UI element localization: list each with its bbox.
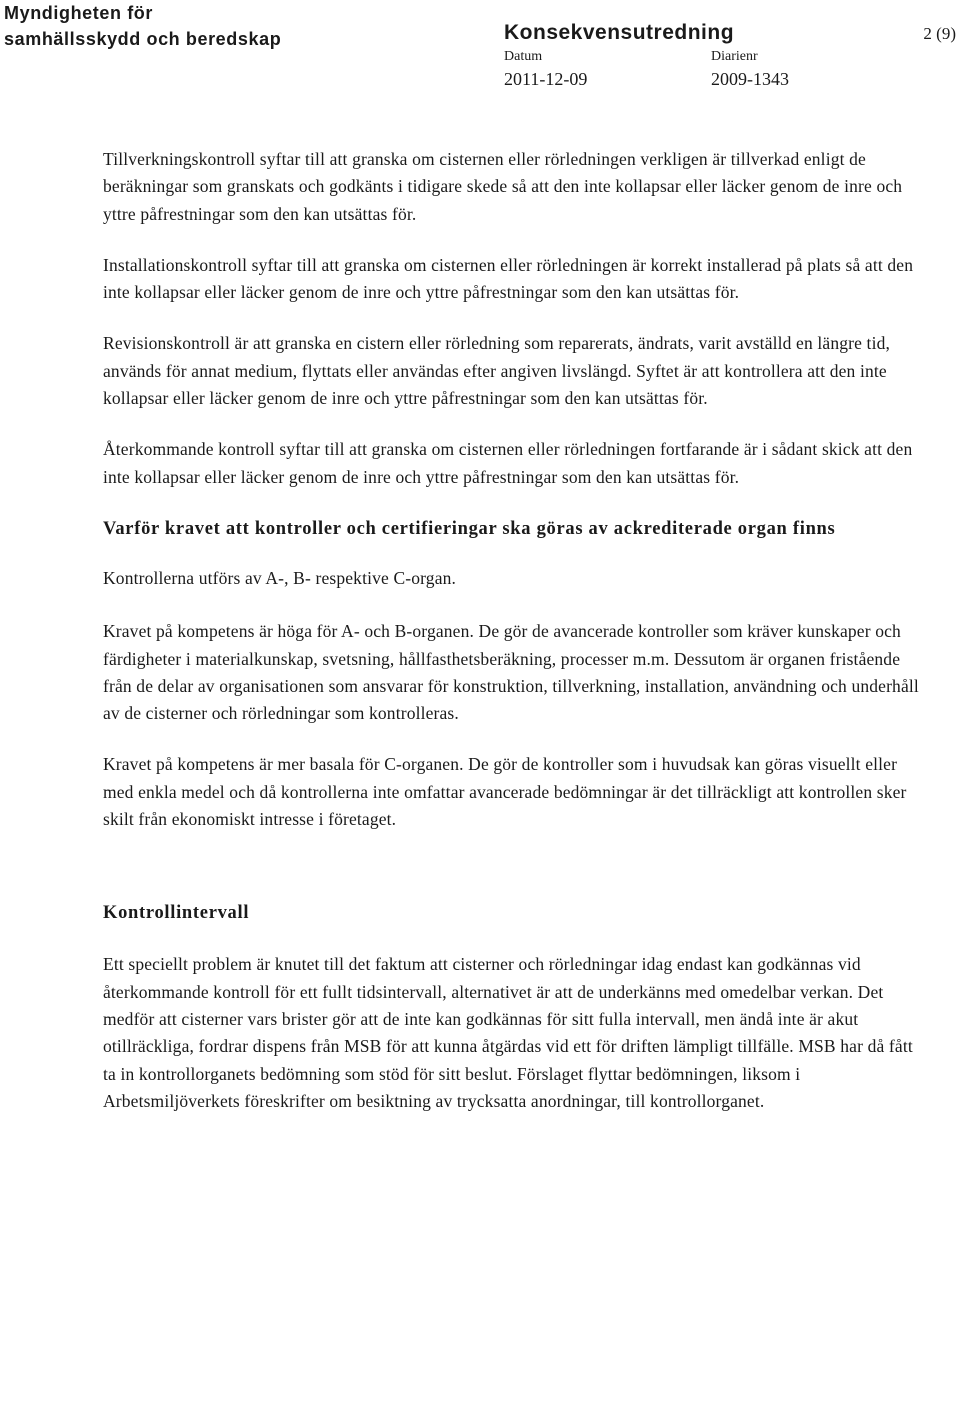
paragraph-installation-control: Installationskontroll syftar till att granska om cisternen eller rörledningen är korrekt installerad på plats så att den inte kollapsar eller läcker genom de inre och yttre påfrestningar som den kan utsättas för. bbox=[103, 254, 914, 303]
paragraph-ab-organ-competence: Kravet på kompetens är höga för A- och B-organen. De gör de avancerade kontroller som kräver kunskaper och färdigheter i materialkunskap, svetsning, hållfasthetsberäkning, processer m.m. Dessutom är organen fristående från de delar av organisationen som ansvarar för konstruktion, tillverkning, installation, användning och underhåll av de cisterner och rörledningar som kontrolleras. bbox=[103, 621, 919, 724]
agency-name-line-2: samhällsskydd och beredskap bbox=[4, 29, 282, 49]
document-body bbox=[103, 146, 923, 1139]
paragraph-organ-types: Kontrollerna utförs av A-, B- respektive C-organ. bbox=[103, 567, 457, 588]
agency-name bbox=[4, 0, 281, 52]
paragraph-revision-control: Revisionskontroll är att granska en cistern eller rörledning som reparerats, ändrats, varit avställd en längre tid, används för annat medium, flyttats eller användas efter angiven livslängd. Syftet är att kontrollera att den inte kollapsar eller läcker genom de inre och yttre påfrestningar som den kan utsättas för. bbox=[103, 333, 891, 409]
paragraph-control-interval: Ett speciellt problem är knutet till det faktum att cisterner och rörledningar idag endast kan godkännas vid återkommande kontroll för ett fullt tidsintervall, alternativet är att de underkänns med omedelbar verkan. Det medför att cisterner vars brister gör att de inte kan godkännas för sitt fulla intervall, men ändå inte är akut otillräckliga, fordrar dispens från MSB för att kunna åtgärdas vid ett för driften lämpligt tillfälle. MSB har då fått ta in kontrollorganets bedömning som stöd för sitt beslut. Förslaget flyttar bedömningen, liksom i Arbetsmiljöverkets föreskrifter om besiktning av trycksatta anordningar, till kontrollorganet. bbox=[103, 954, 913, 1111]
date-value: 2011-12-09 bbox=[504, 69, 588, 89]
paragraph-c-organ-competence: Kravet på kompetens är mer basala för C-organen. De gör de kontroller som i huvudsak kan göras visuellt eller med enkla medel och då kontrollerna inte omfattar avancerade bedömningar är det tillräckligt att kontrollen sker skilt från ekonomiskt intresse i företaget. bbox=[103, 754, 907, 830]
registration-number-value: 2009-1343 bbox=[711, 69, 789, 89]
page-number: 2 (9) bbox=[923, 24, 956, 43]
section-heading-control-interval: Kontrollintervall bbox=[103, 903, 250, 924]
section-heading-accreditation: Varför kravet att kontroller och certifieringar ska göras av ackrediterade organ finns bbox=[103, 518, 836, 539]
registration-number-label: Diarienr bbox=[711, 49, 758, 64]
paragraph-manufacturing-control: Tillverkningskontroll syftar till att granska om cisternen eller rörledningen verkligen är tillverkad enligt de beräkningar som granskats och godkänts i tidigare skede så att den inte kollapsar eller läcker genom de inre och yttre påfrestningar som den kan utsättas för. bbox=[103, 149, 903, 224]
agency-name-line-1: Myndigheten för bbox=[4, 3, 153, 23]
paragraph-recurring-control: Återkommande kontroll syftar till att granska om cisternen eller rörledningen fortfarande är i sådant skick att den inte kollapsar eller läcker genom de inre och yttre påfrestningar som den kan utsättas för. bbox=[103, 439, 913, 487]
date-label: Datum bbox=[504, 49, 543, 64]
document-title: Konsekvensutredning bbox=[504, 21, 735, 44]
